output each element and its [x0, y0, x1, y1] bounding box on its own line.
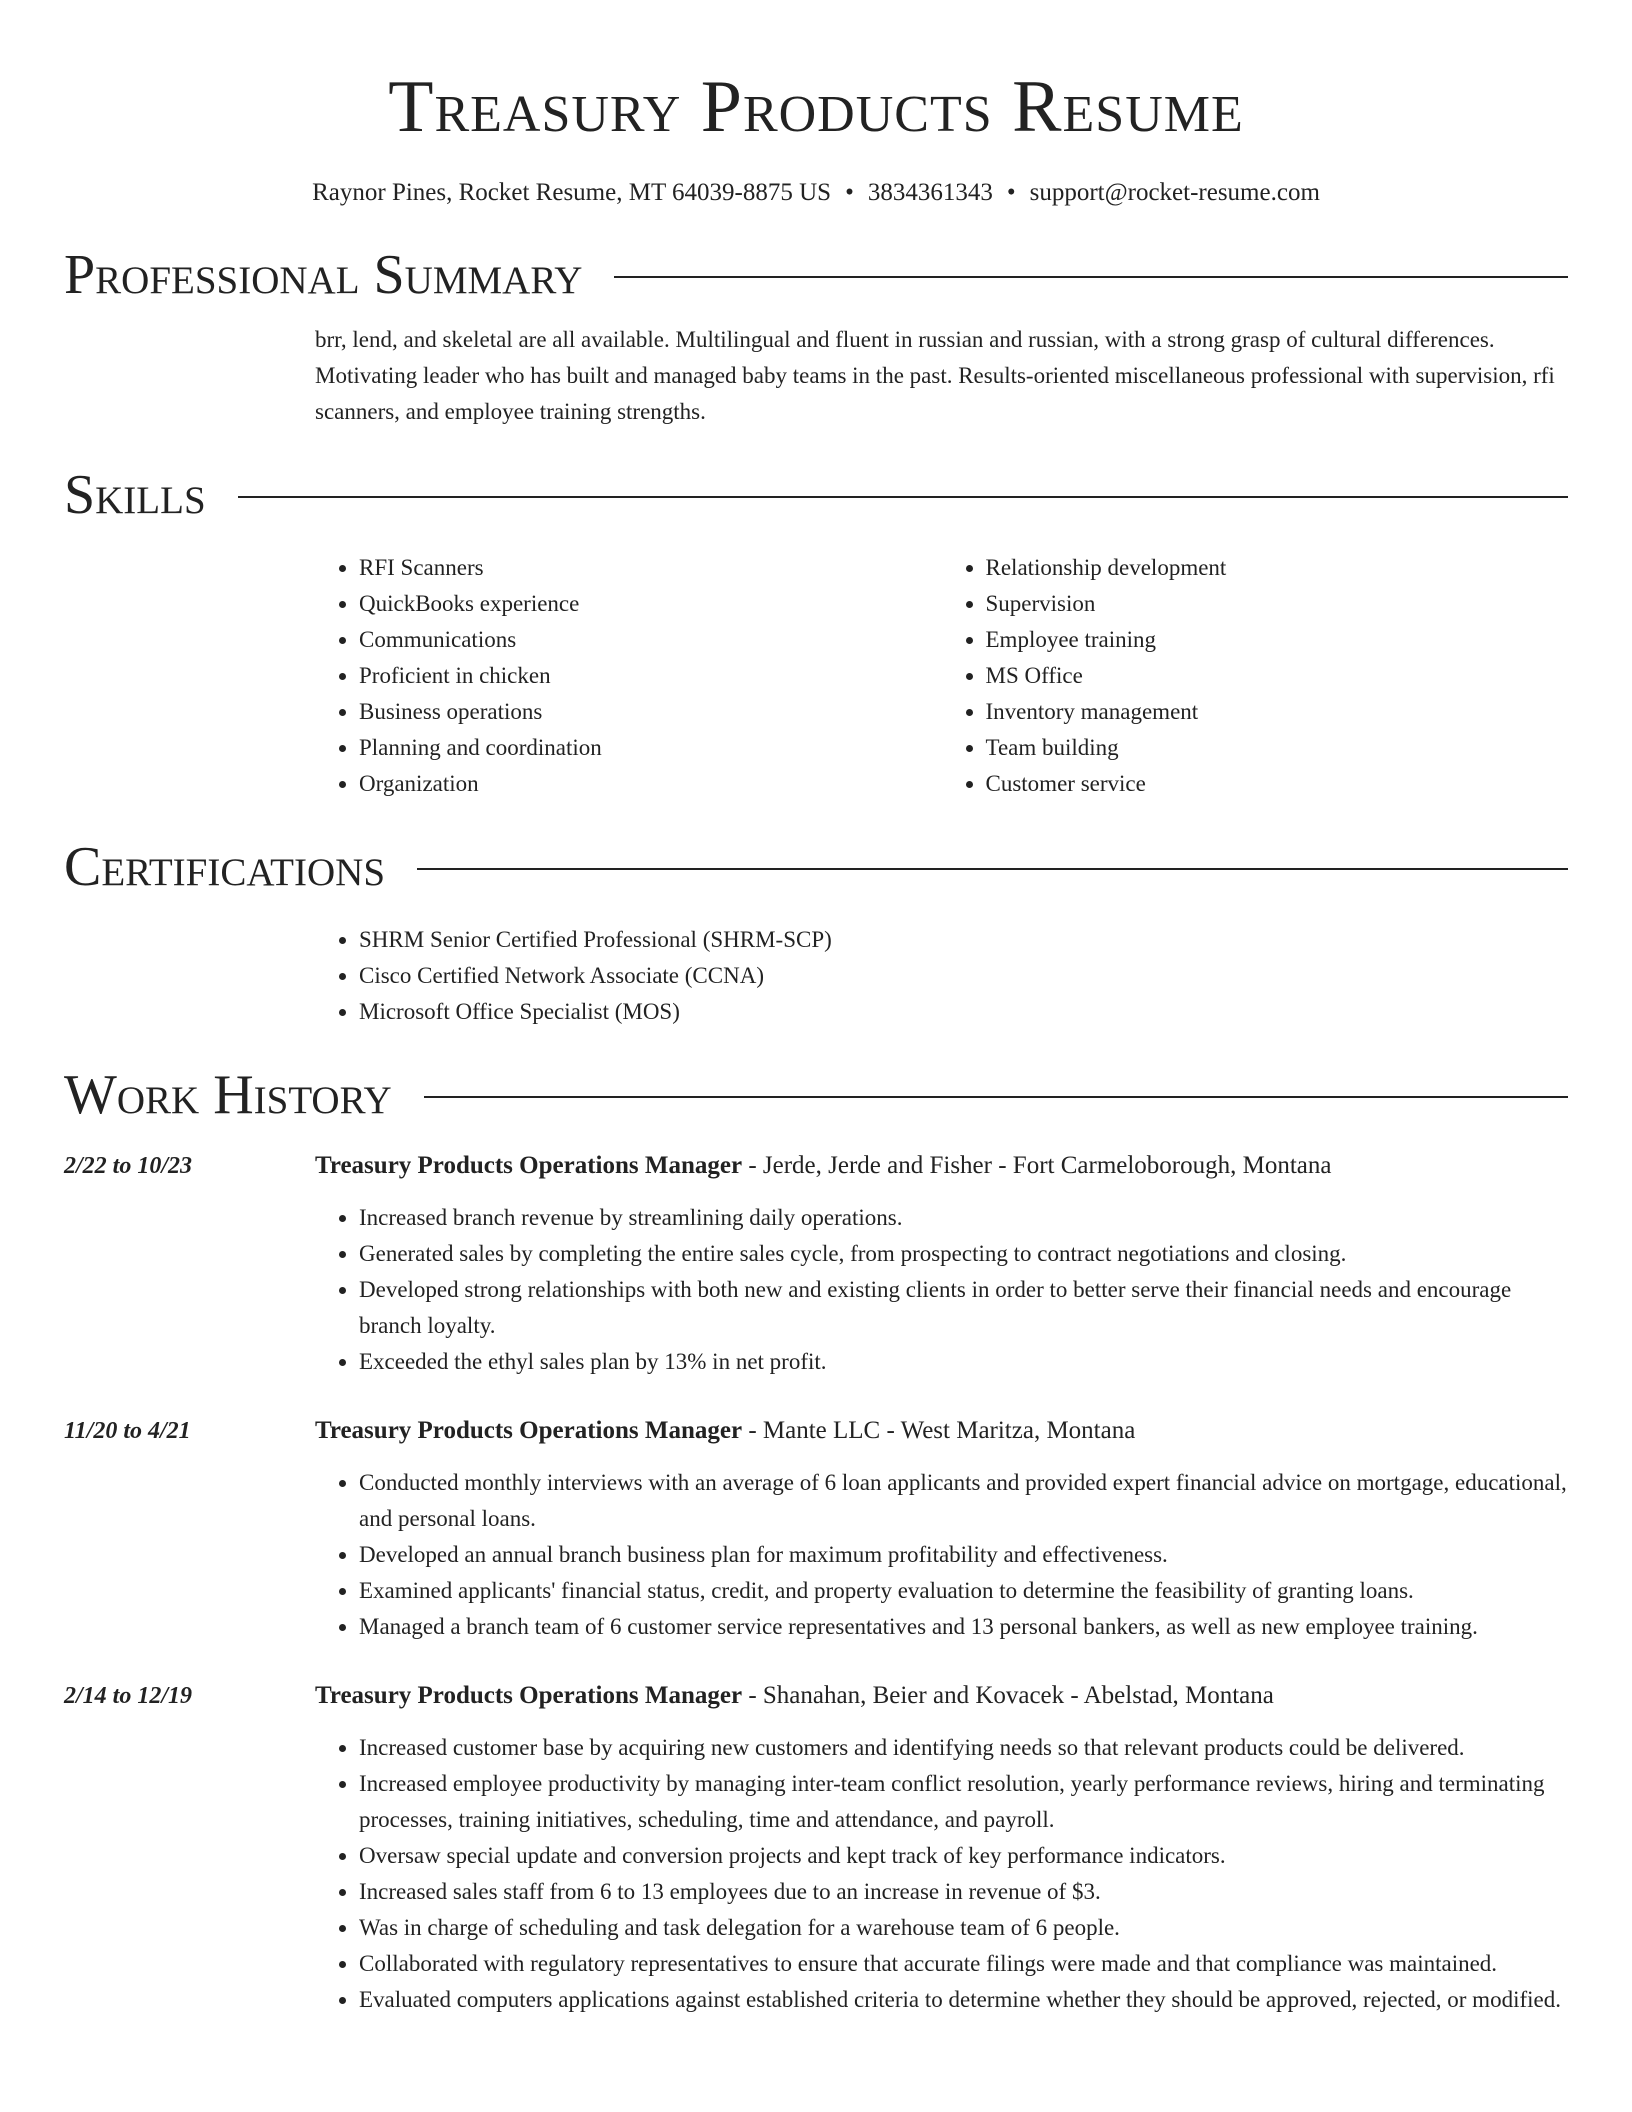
job-details: - Jerde, Jerde and Fisher - Fort Carmeloborough, Montana [742, 1152, 1332, 1179]
job-bullets [315, 1730, 1568, 2018]
job-body [315, 1413, 1568, 1645]
skill-item: • QuickBooks experience [359, 586, 942, 622]
job-entry [64, 1148, 1568, 1380]
skill-item: • Employee training [986, 622, 1569, 658]
skill-item: • Communications [359, 622, 942, 658]
certification-item: • Microsoft Office Specialist (MOS) [359, 994, 1568, 1030]
job-bullet: • Exceeded the ethyl sales plan by 13% in net profit. [359, 1344, 1568, 1380]
skill-item: • Inventory management [986, 694, 1569, 730]
job-title: Treasury Products Operations Manager [315, 1682, 743, 1709]
skill-item: • Proficient in chicken [359, 658, 942, 694]
job-bullet: • Managed a branch team of 6 customer service representatives and 13 personal bankers, as well as new employee training. [359, 1609, 1568, 1645]
section-divider [614, 276, 1568, 278]
job-header [315, 1413, 1568, 1449]
job-title: Treasury Products Operations Manager [315, 1417, 743, 1444]
job-bullets [315, 1200, 1568, 1380]
contact-phone: 3834361343 [867, 179, 993, 206]
job-dates: 2/22 to 10/23 [64, 1153, 193, 1179]
skill-item: • Organization [359, 766, 942, 802]
contact-separator: • [845, 179, 854, 206]
job-entry [64, 1413, 1568, 1645]
summary-text: brr, lend, and skeletal are all available. Multilingual and fluent in russian and russian, with a strong grasp of cultural differences. Motivating leader who has built and managed baby teams in the past. Results-oriented miscellaneous professional with supervision, rfi scanners, and employee training strengths. [315, 327, 1555, 424]
skill-item: • Team building [986, 730, 1569, 766]
contact-address: Raynor Pines, Rocket Resume, MT 64039-8875 US [312, 179, 832, 206]
certifications-list [315, 922, 1568, 1030]
job-bullet: • Increased sales staff from 6 to 13 employees due to an increase in revenue of $3. [359, 1874, 1568, 1910]
certification-item: • SHRM Senior Certified Professional (SHRM-SCP) [359, 922, 1568, 958]
work-history-section-header [64, 1060, 1568, 1130]
contact-separator: • [1006, 179, 1016, 206]
skill-item: • RFI Scanners [359, 550, 942, 586]
resume-page [64, 0, 1568, 2018]
skills-list-right [942, 550, 1569, 802]
job-body [315, 1148, 1568, 1380]
job-bullet: • Developed strong relationships with both new and existing clients in order to better serve their financial needs and encourage branch loyalty. [359, 1272, 1568, 1344]
work-history-heading: Work History [64, 1064, 392, 1126]
job-bullet: • Oversaw special update and conversion projects and kept track of key performance indicators. [359, 1838, 1568, 1874]
skill-item: • MS Office [986, 658, 1569, 694]
certifications-heading: Certifications [64, 836, 386, 898]
summary-section-header [64, 240, 1568, 310]
job-bullet: • Developed an annual branch business plan for maximum profitability and effectiveness. [359, 1537, 1568, 1573]
skill-item: • Relationship development [986, 550, 1569, 586]
skills-list-left [315, 550, 942, 802]
skill-item: • Supervision [986, 586, 1569, 622]
job-title: Treasury Products Operations Manager [315, 1152, 743, 1179]
job-bullet: • Increased branch revenue by streamlining daily operations. [359, 1200, 1568, 1236]
job-bullet: • Examined applicants' financial status, credit, and property evaluation to determine the feasibility of granting loans. [359, 1573, 1568, 1609]
job-dates: 11/20 to 4/21 [64, 1418, 191, 1444]
skills-section-header [64, 460, 1568, 530]
skills-lists [315, 550, 1568, 802]
section-divider [424, 1096, 1568, 1098]
job-details: - Mante LLC - West Maritza, Montana [742, 1417, 1136, 1444]
job-bullet: • Increased employee productivity by managing inter-team conflict resolution, yearly performance reviews, hiring and terminating processes, training initiatives, scheduling, time and attendance, and payroll. [359, 1766, 1568, 1838]
job-bullet: • Collaborated with regulatory representatives to ensure that accurate filings were made and that compliance was maintained. [359, 1946, 1568, 1982]
job-bullet: • Evaluated computers applications against established criteria to determine whether they should be approved, rejected, or modified. [359, 1982, 1568, 2018]
job-bullets [315, 1465, 1568, 1645]
job-header [315, 1148, 1568, 1184]
skill-item: • Business operations [359, 694, 942, 730]
job-entry [64, 1678, 1568, 2018]
job-details: - Shanahan, Beier and Kovacek - Abelstad, Montana [742, 1682, 1274, 1709]
job-bullet: • Conducted monthly interviews with an average of 6 loan applicants and provided expert financial advice on mortgage, educational, and personal loans. [359, 1465, 1568, 1537]
job-bullet: • Was in charge of scheduling and task delegation for a warehouse team of 6 people. [359, 1910, 1568, 1946]
job-bullet: • Increased customer base by acquiring new customers and identifying needs so that relevant products could be delivered. [359, 1730, 1568, 1766]
skill-item: • Customer service [986, 766, 1569, 802]
job-dates: 2/14 to 12/19 [64, 1683, 193, 1709]
section-divider [417, 868, 1568, 870]
skill-item: • Planning and coordination [359, 730, 942, 766]
skills-heading: Skills [64, 464, 206, 526]
job-body [315, 1678, 1568, 2018]
certifications-section-header [64, 832, 1568, 902]
resume-title: Treasury Products Resume [388, 66, 1244, 148]
contact-email: support@rocket-resume.com [1029, 179, 1320, 206]
job-header [315, 1678, 1568, 1714]
contact-line [64, 176, 1568, 210]
summary-heading: Professional Summary [64, 244, 583, 306]
certification-item: • Cisco Certified Network Associate (CCNA) [359, 958, 1568, 994]
section-divider [238, 496, 1568, 498]
job-bullet: • Generated sales by completing the entire sales cycle, from prospecting to contract negotiations and closing. [359, 1236, 1568, 1272]
